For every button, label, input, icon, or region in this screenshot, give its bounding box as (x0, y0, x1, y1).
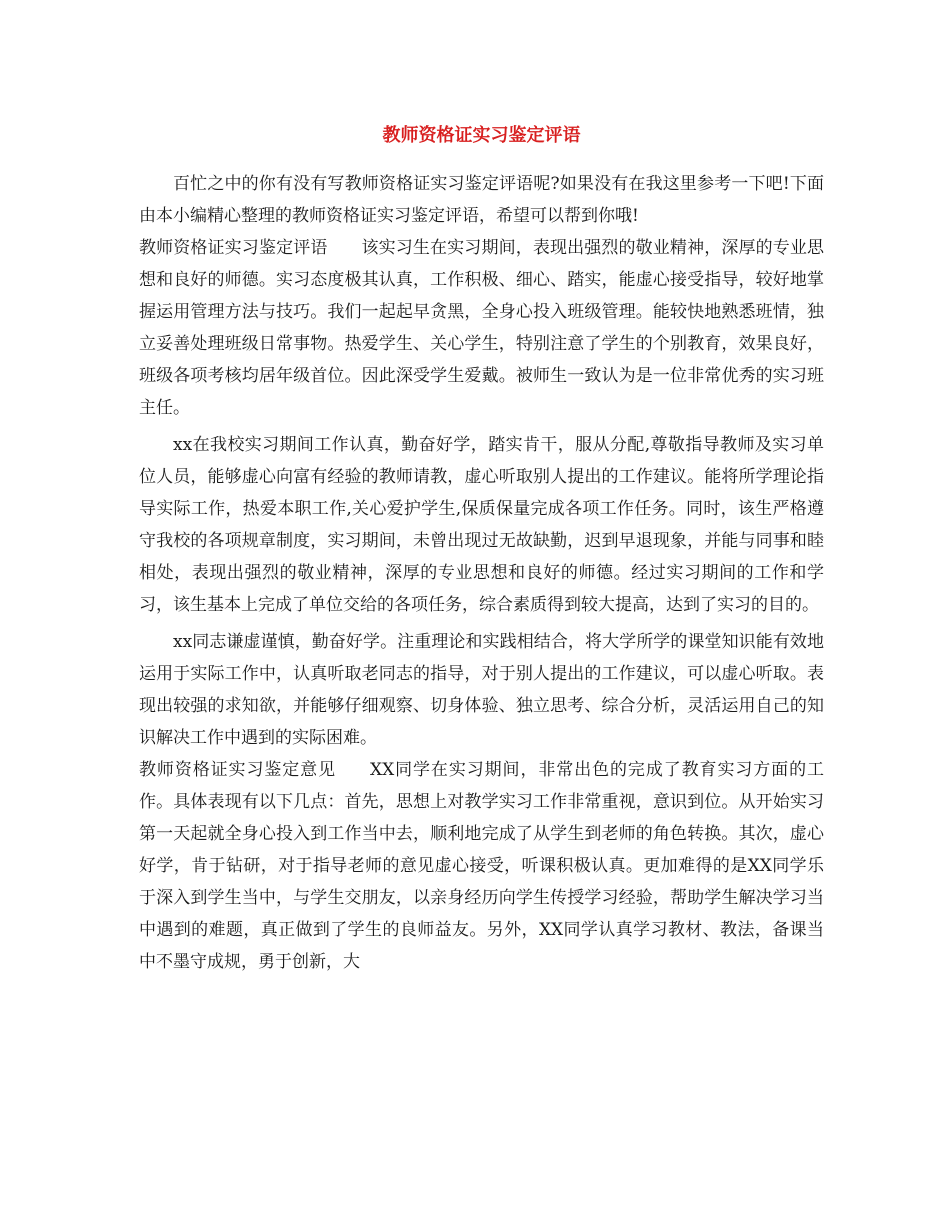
evaluation-paragraph-3 (139, 626, 824, 754)
document-title: 教师资格证实习鉴定评语 (382, 125, 581, 146)
evaluation-paragraph-2 (139, 429, 824, 621)
section-heading-opinion: 教师资格证实习鉴定意见 (139, 760, 336, 780)
evaluation-paragraph (139, 232, 824, 424)
paragraph-text: xx同志谦虚谨慎，勤奋好学。注重理论和实践相结合，将大学所学的课堂知识能有效地运用于实际工作中，认真听取老同志的指导，对于别人提出的工作建议，可以虚心听取。表现出较强的求知欲，并能够仔细观察、切身体验、独立思考、综合分析，灵活运用自己的知识解决工作中遇到的实际困难。 (139, 632, 824, 748)
intro-paragraph (139, 168, 824, 232)
paragraph-text: XX同学在实习期间，非常出色的完成了教育实习方面的工作。具体表现有以下几点：首先，思想上对教学实习工作非常重视，意识到位。从开始实习第一天起就全身心投入到工作当中去，顺利地完成了从学生到老师的角色转换。其次，虚心好学，肯于钻研，对于指导老师的意见虚心接受，听课积极认真。更加难得的是XX同学乐于深入到学生当中，与学生交朋友，以亲身经历向学生传授学习经验，帮助学生解决学习当中遇到的难题，真正做到了学生的良师益友。另外，XX同学认真学习教材、教法，备课当中不墨守成规，勇于创新，大 (139, 760, 824, 972)
paragraph-text: 百忙之中的你有没有写教师资格证实习鉴定评语呢?如果没有在我这里参考一下吧!下面由本小编精心整理的教师资格证实习鉴定评语，希望可以帮到你哦! (139, 174, 824, 226)
paragraph-text: xx在我校实习期间工作认真，勤奋好学，踏实肯干，服从分配,尊敬指导教师及实习单位人员，能够虚心向富有经验的教师请教，虚心听取别人提出的工作建议。能将所学理论指导实际工作，热爱本职工作,关心爱护学生,保质保量完成各项工作任务。同时，该生严格遵守我校的各项规章制度，实习期间，未曾出现过无故缺勤，迟到早退现象，并能与同事和睦相处，表现出强烈的敬业精神，深厚的专业思想和良好的师德。经过实习期间的工作和学习，该生基本上完成了单位交给的各项任务，综合素质得到较大提高，达到了实习的目的。 (139, 435, 824, 615)
opinion-paragraph (139, 754, 824, 978)
document-body (139, 168, 824, 978)
section-heading-evaluation: 教师资格证实习鉴定评语 (139, 238, 328, 258)
paragraph-text: 该实习生在实习期间，表现出强烈的敬业精神，深厚的专业思想和良好的师德。实习态度极其认真，工作积极、细心、踏实，能虚心接受指导，较好地掌握运用管理方法与技巧。我们一起起早贪黑，全身心投入班级管理。能较快地熟悉班情，独立妥善处理班级日常事物。热爱学生、关心学生，特别注意了学生的个别教育，效果良好，班级各项考核均居年级首位。因此深受学生爱戴。被师生一致认为是一位非常优秀的实习班主任。 (139, 238, 825, 418)
